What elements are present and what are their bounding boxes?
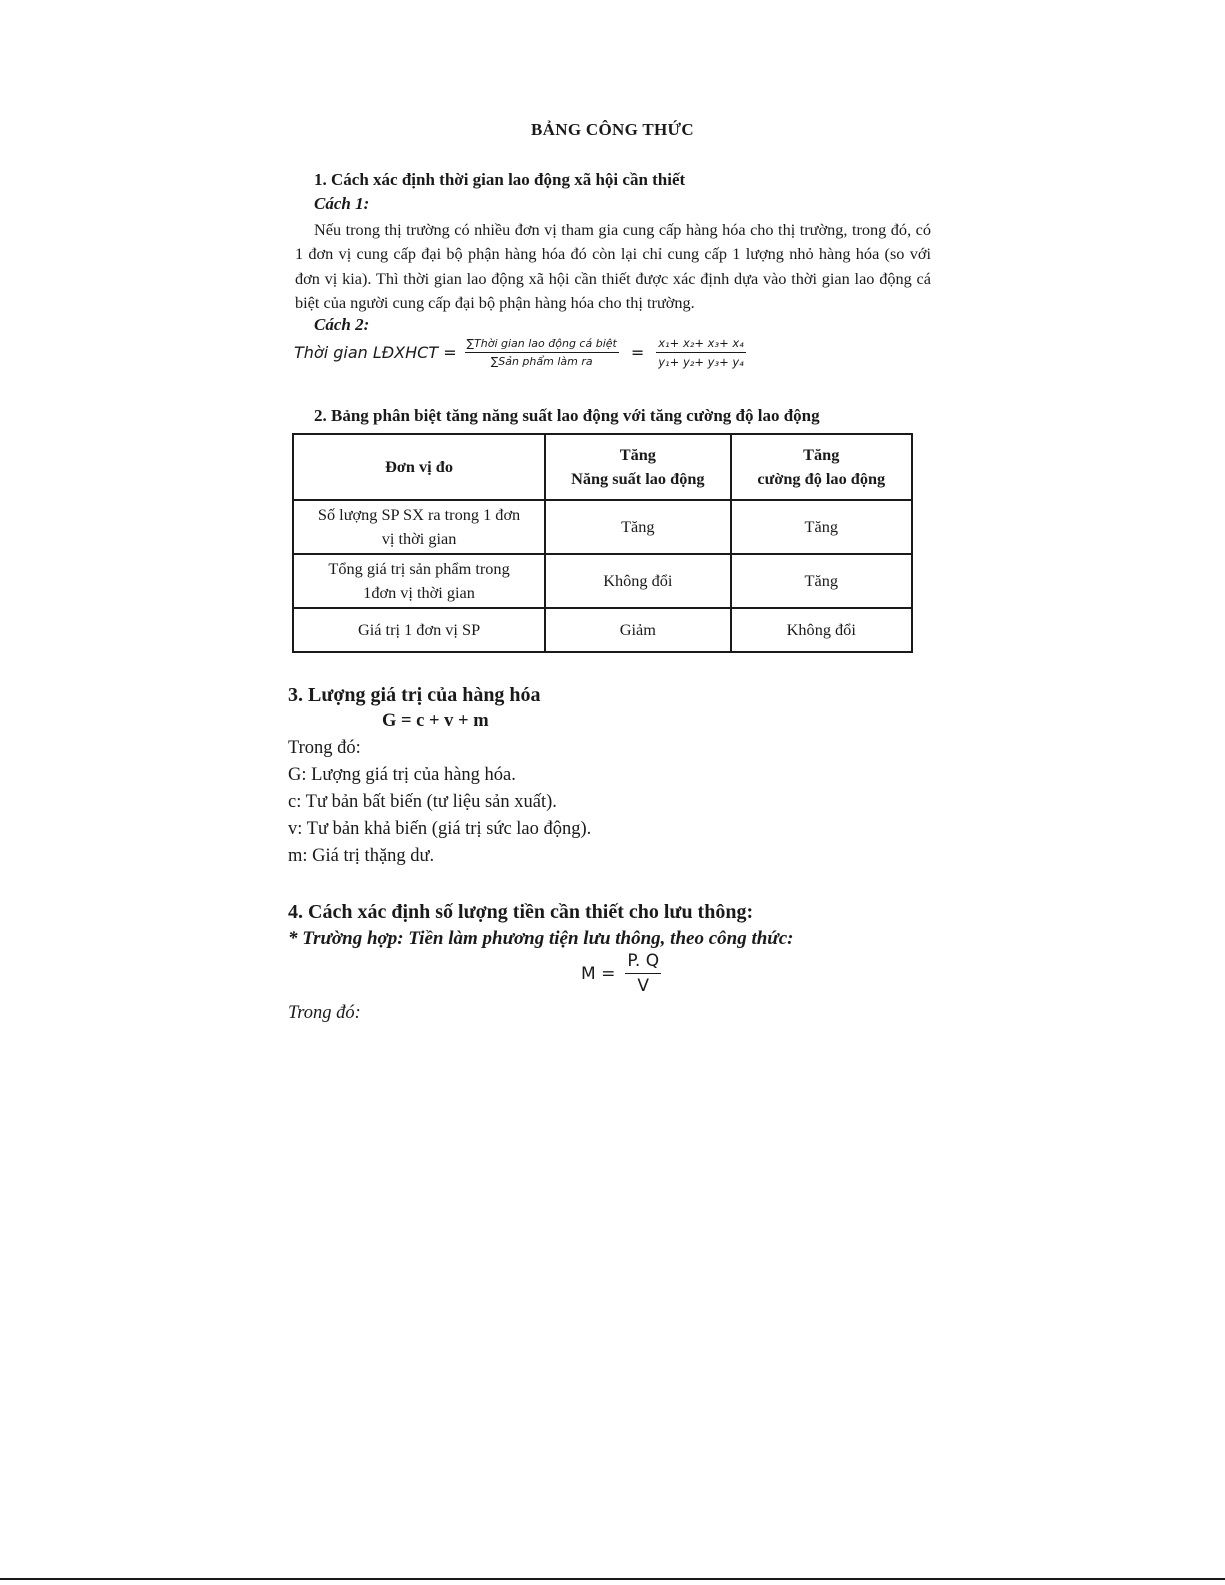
row-productivity: Tăng xyxy=(545,500,730,554)
section2-heading: 2. Bảng phân biệt tăng năng suất lao động với tăng cường độ lao động xyxy=(314,406,820,425)
section3-heading: 3. Lượng giá trị của hàng hóa xyxy=(288,684,541,706)
header-productivity-line2: Năng suất lao động xyxy=(571,469,705,488)
header-intensity-line2: cường độ lao động xyxy=(757,469,886,488)
header-productivity xyxy=(545,434,730,500)
header-intensity-line1: Tăng xyxy=(803,445,840,464)
row-measure-line1: Số lượng SP SX ra trong 1 đơn xyxy=(317,505,521,524)
header-unit-text: Đơn vị đo xyxy=(385,457,453,476)
row-measure: Giá trị 1 đơn vị SP xyxy=(293,608,545,652)
row-productivity: Giảm xyxy=(545,608,730,652)
formula-fraction-sum xyxy=(465,337,619,368)
money-formula-numerator: P. Q xyxy=(625,951,661,974)
way1-paragraph: Nếu trong thị trường có nhiều đơn vị tham gia cung cấp hàng hóa cho thị trường, trong đó, có 1 đơn vị cung cấp đại bộ phận hàng hóa đó còn lại chỉ cung cấp 1 lượng nhỏ hàng hóa (so với đơn vị kia). Thì thời gian lao động xã hội cần thiết được xác định dựa vào thời gian lao động cá biệt của người cung cấp đại bộ phận hàng hóa cho thị trường. xyxy=(295,220,931,312)
row-measure-line1: Tổng giá trị sản phẩm trong xyxy=(328,559,510,578)
definition-g: G: Lượng giá trị của hàng hóa. xyxy=(288,765,516,785)
definition-v: v: Tư bản khả biến (giá trị sức lao động). xyxy=(288,819,592,839)
money-formula-denominator: V xyxy=(637,976,650,996)
row-productivity: Không đổi xyxy=(545,554,730,608)
formula-fraction-xy xyxy=(656,336,746,369)
formula-numerator-x: x₁+ x₂+ x₃+ x₄ xyxy=(656,336,746,353)
section4-heading: 4. Cách xác định số lượng tiền cần thiết cho lưu thông: xyxy=(288,901,754,923)
row-intensity: Tăng xyxy=(731,554,912,608)
header-intensity xyxy=(731,434,912,500)
formula-denominator-y: y₁+ y₂+ y₃+ y₄ xyxy=(658,355,744,369)
header-productivity-line1: Tăng xyxy=(619,445,656,464)
comparison-table xyxy=(292,433,913,653)
page-bottom-rule xyxy=(0,1578,1225,1580)
section1-heading: 1. Cách xác định thời gian lao động xã hội cần thiết xyxy=(314,170,686,189)
section4-where: Trong đó: xyxy=(288,1003,361,1023)
row-measure xyxy=(293,554,545,608)
row-measure-line2: vị thời gian xyxy=(381,529,457,548)
section4-case: * Trường hợp: Tiền làm phương tiện lưu thông, theo công thức: xyxy=(288,928,794,949)
formula-equals: = xyxy=(630,343,645,362)
money-formula-fraction xyxy=(625,951,661,996)
header-unit xyxy=(293,434,545,500)
table-row xyxy=(293,608,912,652)
formula-denominator-sum: ∑Sản phẩm làm ra xyxy=(490,355,593,368)
way2-label: Cách 2: xyxy=(314,315,370,334)
value-formula: G = c + v + m xyxy=(382,711,489,731)
formula-lhs: Thời gian LĐXHCT = xyxy=(294,343,457,362)
labour-time-formula xyxy=(294,336,746,369)
section3-where: Trong đó: xyxy=(288,738,361,758)
definition-c: c: Tư bản bất biến (tư liệu sản xuất). xyxy=(288,792,557,812)
row-intensity: Tăng xyxy=(731,500,912,554)
way1-label: Cách 1: xyxy=(314,194,370,213)
row-intensity: Không đổi xyxy=(731,608,912,652)
row-measure xyxy=(293,500,545,554)
table-row xyxy=(293,500,912,554)
row-measure-line2: 1đơn vị thời gian xyxy=(363,583,475,602)
formula-numerator-sum: ∑Thời gian lao động cá biệt xyxy=(465,337,619,353)
table-row xyxy=(293,554,912,608)
document-title: BẢNG CÔNG THỨC xyxy=(531,120,694,139)
table-header-row xyxy=(293,434,912,500)
money-formula-lhs: M = xyxy=(581,963,616,984)
money-formula xyxy=(581,951,661,996)
definition-m: m: Giá trị thặng dư. xyxy=(288,846,435,866)
